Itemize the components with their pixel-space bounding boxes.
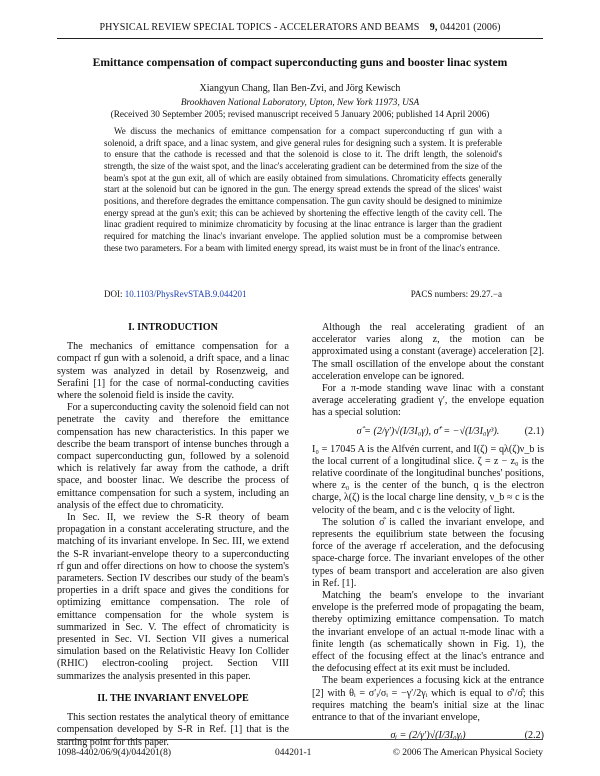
received-dates: (Received 30 September 2005; revised manuscript received 5 January 2006; published 14 April 2006) [110,110,490,120]
doi-row [104,289,502,299]
paragraph: The mechanics of emittance compensation for a compact rf gun with a solenoid, a drift space, and a linac system was analyzed in detail by Rosenzweig, and Serafini [1] for the case of normal-conducting cavities where the solenoid field is inside the cavity. [57,341,289,402]
copyright: © 2006 The American Physical Society [392,748,543,758]
paragraph: Matching the beam's envelope to the invariant envelope is the preferred mode of propagating the beam, thereby optimizing emittance compensation. To match the invariant envelope of an actual π-mode linac with a finite length (as schematically shown in Fig. 1), the effect of the focusing effect at the linac's entrance and the defocusing effect at its exit must be included. [312,590,544,675]
paragraph: The solution σ̂ is called the invariant envelope, and represents the equilibrium state between the focusing force of the average rf acceleration, and the defocusing space-charge force. The invariant envelopes of the other types of beam transport and acceleration are also given in Ref. [1]. [312,516,544,589]
equation-2-1 [312,420,544,444]
running-header [0,22,600,33]
left-column [57,322,289,749]
paragraph: For a π-mode standing wave linac with a constant average accelerating gradient γ′, the envelope equation has a special solution: [312,383,544,419]
paragraph: This section restates the analytical theory of emittance compensation developed by S-R in Ref. [1] that is the starting point for this paper. [57,712,289,748]
footer-rule [57,739,543,740]
section-heading-introduction: I. INTRODUCTION [128,322,218,333]
paper-title: Emittance compensation of compact superconducting guns and booster linac system [92,56,508,69]
paragraph: In Sec. II, we review the S-R theory of beam propagation in a constant accelerating structure, and the matching of its invariant envelope. In Sec. III, we extend the S-R invariant-envelope theory to a superconducting rf gun and offer directions on how to choose the system's parameters. Section IV describes our study of the beam's properties in a drift space and gives the conditions for optimizing emittance compensation. The role of emittance compensation for the whole system is summarized in Sec. V. The effect of chromaticity is presented in Sec. VI. Section VII gives a numerical simulation based on the Relativistic Heavy Ion Collider (RHIC) electron-cooling project. Section VIII summarizes the analysis presented in this paper. [57,512,289,682]
author-list: Xiangyun Chang, Ilan Ben-Zvi, and Jörg Kewisch [199,83,401,94]
doi-link[interactable]: 10.1103/PhysRevSTAB.9.044201 [124,289,247,299]
paragraph: The beam experiences a focusing kick at the entrance [2] with θᵢ = σ′ᵢ/σᵢ = −γ′/2γᵢ which is equal to σ̂′/σ̂; this requires matching the beam's initial size at the linac entrance to that of the invariant envelope, [312,675,544,724]
equation-body: σᵢ = (2/γ′)√(I/3I₀γᵢ) [390,730,466,742]
header-rule [57,38,543,39]
abstract: We discuss the mechanics of emittance compensation for a compact superconducting rf gun with a solenoid, a drift space, and a linac system, and give general rules for designing such a system. It is preferable to ensure that the cathode is recessed and that the solenoid is close to it. The drift length, the solenoid's strength, the size of the waist spot, and the linac's accelerating gradient can be determined from the size of the beam's spot at the gun exit, all of which are easily obtained from simulations. Chromaticity effects generally start at the solenoid but can be ignored in the gun. The energy spread extends the spread of the slices' waist positions, and therefore degrades the emittance compensation. The gun cavity should be designed to minimize energy spread at the gun's exit; this can be achieved by shortening the effective length of the cavity cell. The linac gradient required to minimize chromaticity by focusing at the linac entrance is larger than the gradient required for matching the linac's invariant envelope. The applied solution must be a compromise between these two parameters. For a beam with limited energy spread, its waist must be in front of the linac's entrance. [104,126,502,253]
page-number: 044201-1 [275,748,312,758]
affiliation: Brookhaven National Laboratory, Upton, New York 11973, USA [180,98,420,108]
equation-number: (2.1) [524,425,544,437]
paragraph: Although the real accelerating gradient of an accelerator varies along z, the motion can be approximated using a constant (average) acceleration [2]. The small oscillation of the envelope about the constant acceleration envelope can be ignored. [312,322,544,382]
article-number: 044201 (2006) [440,22,501,33]
equation-body: σ̂ = (2/γ′)√(I/3I₀γ), σ̂′ = −√(I/3I₀γ³). [356,425,500,437]
issn-code: 1098-4402/06/9(4)/044201(8) [57,748,171,758]
paragraph: I₀ = 17045 A is the Alfvén current, and I(ζ) = qλ(ζ)ν_b is the local current of a longitudinal slice. ζ = z − z₀ is the relative coordinate of the longitudinal bunches' positions, where z₀ is the center of the bunch, q is the electron charge, λ(ζ) is the local charge line density, ν_b ≈ c is the velocity of the beam, and c is the velocity of light. [312,443,544,516]
journal-name: PHYSICAL REVIEW SPECIAL TOPICS - ACCELERATORS AND BEAMS [99,22,420,33]
section-heading-invariant-envelope: II. THE INVARIANT ENVELOPE [97,692,249,704]
doi-label: DOI: [104,289,123,299]
right-column [312,322,544,748]
paragraph: For a superconducting cavity the solenoid field can not penetrate the cavity and therefore the emittance compensation has new characteristics. In this paper we describe the beam transport of intense bunches through a compact superconducting gun, followed by a solenoid which is relatively far away from the cathode, a drift space, and booster linac. We describe the process of emittance compensation for such a system, including an analysis of the effect due to chromaticity. [57,402,290,511]
pacs-numbers: PACS numbers: 29.27.−a [410,289,502,299]
volume-number: 9, [429,22,438,33]
equation-number: (2.2) [524,730,544,742]
equation-2-2 [312,724,544,748]
